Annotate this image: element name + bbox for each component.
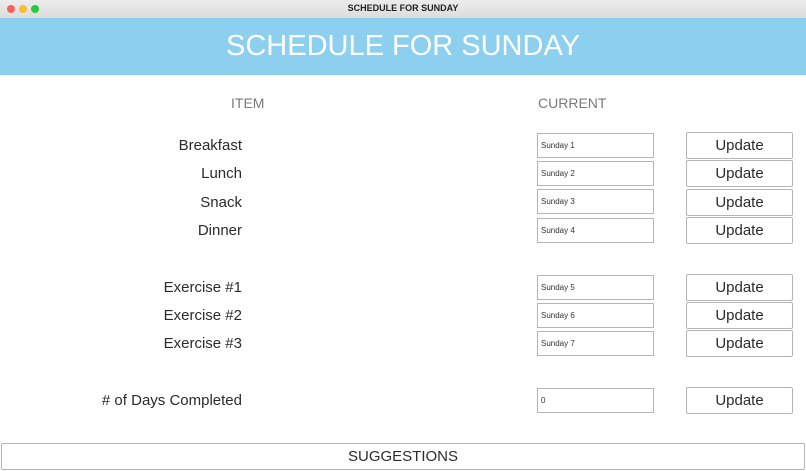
lunch-field[interactable] xyxy=(537,161,654,186)
row-label-exercise-3: Exercise #3 xyxy=(163,335,242,352)
window-title: SCHEDULE FOR SUNDAY xyxy=(347,3,459,13)
suggestions-button[interactable]: SUGGESTIONS xyxy=(1,443,805,470)
exercise-2-field[interactable] xyxy=(537,303,654,328)
update-days-completed-button[interactable]: Update xyxy=(686,387,793,414)
title-bar xyxy=(0,0,806,19)
dinner-field[interactable] xyxy=(537,218,654,243)
row-label-breakfast: Breakfast xyxy=(178,137,242,154)
page-title: SCHEDULE FOR SUNDAY xyxy=(226,30,580,62)
exercise-1-field[interactable] xyxy=(537,275,654,300)
header-banner xyxy=(0,18,806,75)
snack-field[interactable] xyxy=(537,189,654,214)
update-exercise-2-button[interactable]: Update xyxy=(686,302,793,329)
row-label-exercise-2: Exercise #2 xyxy=(163,307,242,324)
update-exercise-3-button[interactable]: Update xyxy=(686,330,793,357)
update-snack-button[interactable]: Update xyxy=(686,189,793,216)
breakfast-field[interactable] xyxy=(537,133,654,158)
row-label-exercise-1: Exercise #1 xyxy=(163,279,242,296)
row-label-dinner: Dinner xyxy=(197,222,242,239)
row-label-lunch: Lunch xyxy=(201,165,242,182)
update-exercise-1-button[interactable]: Update xyxy=(686,274,793,301)
days-completed-field[interactable] xyxy=(537,388,654,413)
update-dinner-button[interactable]: Update xyxy=(686,217,793,244)
exercise-3-field[interactable] xyxy=(537,331,654,356)
row-label-snack: Snack xyxy=(200,194,242,211)
update-lunch-button[interactable]: Update xyxy=(686,160,793,187)
update-breakfast-button[interactable]: Update xyxy=(686,132,793,159)
row-label-days-completed: # of Days Completed xyxy=(101,392,242,409)
column-header-item: ITEM xyxy=(231,95,265,111)
column-header-current: CURRENT xyxy=(538,95,607,111)
